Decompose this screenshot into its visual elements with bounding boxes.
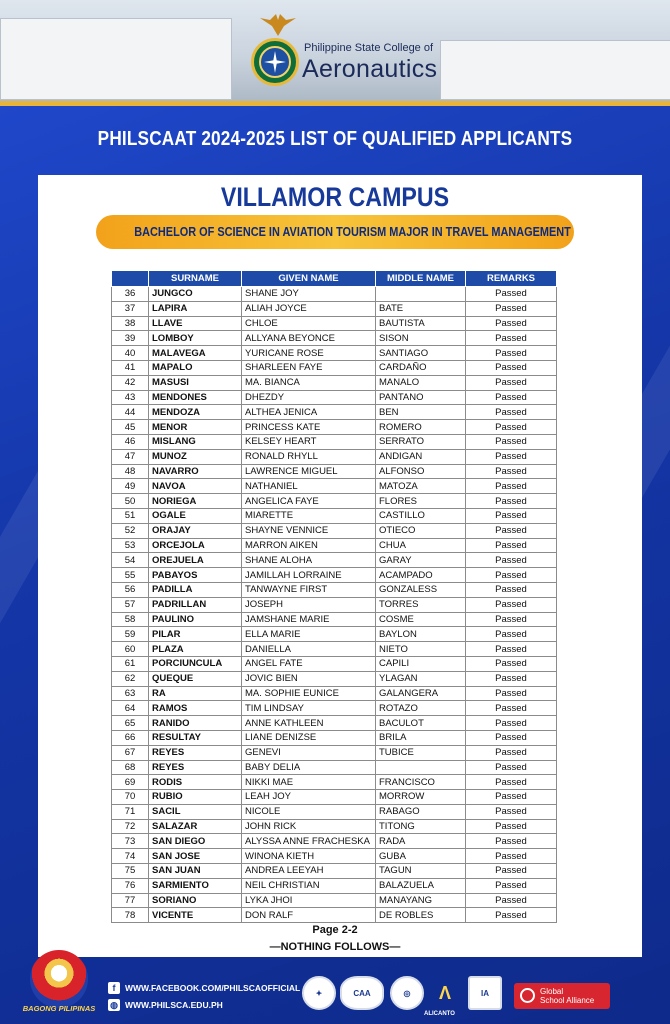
remarks-cell: Passed xyxy=(466,642,557,657)
row-number: 69 xyxy=(112,775,149,790)
middle-name-cell: ANDIGAN xyxy=(376,449,466,464)
surname-cell: RA xyxy=(149,686,242,701)
surname-cell: PADILLA xyxy=(149,582,242,597)
given-name-cell: DHEZDY xyxy=(242,390,376,405)
remarks-cell: Passed xyxy=(466,849,557,864)
row-number: 36 xyxy=(112,287,149,302)
middle-name-cell: BATE xyxy=(376,301,466,316)
facebook-link[interactable] xyxy=(108,982,300,994)
row-number: 55 xyxy=(112,568,149,583)
surname-cell: PAULINO xyxy=(149,612,242,627)
table-row xyxy=(112,508,557,523)
table-row xyxy=(112,434,557,449)
remarks-cell: Passed xyxy=(466,878,557,893)
given-name-cell: SHAYNE VENNICE xyxy=(242,523,376,538)
surname-cell: OGALE xyxy=(149,508,242,523)
remarks-cell: Passed xyxy=(466,582,557,597)
surname-cell: MISLANG xyxy=(149,434,242,449)
given-name-cell: LIANE DENIZSE xyxy=(242,730,376,745)
surname-cell: JUNGCO xyxy=(149,287,242,302)
given-name-cell: MA. SOPHIE EUNICE xyxy=(242,686,376,701)
given-name-cell: LYKA JHOI xyxy=(242,893,376,908)
college-seal xyxy=(251,38,299,86)
surname-cell: ORAJAY xyxy=(149,523,242,538)
middle-name-cell: ALFONSO xyxy=(376,464,466,479)
middle-name-cell: COSME xyxy=(376,612,466,627)
table-row xyxy=(112,375,557,390)
middle-name-cell: GALANGERA xyxy=(376,686,466,701)
remarks-cell: Passed xyxy=(466,508,557,523)
page-headline: PHILSCAAT 2024-2025 LIST OF QUALIFIED APPLICANTS xyxy=(97,128,573,150)
row-number: 38 xyxy=(112,316,149,331)
table-row xyxy=(112,849,557,864)
row-number: 45 xyxy=(112,420,149,435)
applicants-table xyxy=(111,270,557,923)
col-header-surname: SURNAME xyxy=(149,271,242,287)
surname-cell: MENDONES xyxy=(149,390,242,405)
given-name-cell: ANGEL FATE xyxy=(242,656,376,671)
remarks-cell: Passed xyxy=(466,656,557,671)
remarks-cell: Passed xyxy=(466,316,557,331)
middle-name-cell: MATOZA xyxy=(376,479,466,494)
given-name-cell: ALIAH JOYCE xyxy=(242,301,376,316)
table-row xyxy=(112,819,557,834)
remarks-cell: Passed xyxy=(466,597,557,612)
table-row xyxy=(112,597,557,612)
remarks-cell: Passed xyxy=(466,568,557,583)
given-name-cell: ANGELICA FAYE xyxy=(242,494,376,509)
surname-cell: MALAVEGA xyxy=(149,346,242,361)
middle-name-cell: ROTAZO xyxy=(376,701,466,716)
given-name-cell: MIARETTE xyxy=(242,508,376,523)
row-number: 52 xyxy=(112,523,149,538)
remarks-cell: Passed xyxy=(466,301,557,316)
remarks-cell: Passed xyxy=(466,730,557,745)
row-number: 65 xyxy=(112,716,149,731)
table-body xyxy=(112,287,557,923)
row-number: 75 xyxy=(112,864,149,879)
surname-cell: QUEQUE xyxy=(149,671,242,686)
website-url: WWW.PHILSCA.EDU.PH xyxy=(125,1000,223,1010)
row-number: 72 xyxy=(112,819,149,834)
remarks-cell: Passed xyxy=(466,908,557,923)
table-row xyxy=(112,864,557,879)
globe-ring-icon xyxy=(520,988,535,1003)
surname-cell: PABAYOS xyxy=(149,568,242,583)
table-row xyxy=(112,331,557,346)
row-number: 48 xyxy=(112,464,149,479)
middle-name-cell: TUBICE xyxy=(376,745,466,760)
table-row xyxy=(112,790,557,805)
table-row xyxy=(112,420,557,435)
surname-cell: LOMBOY xyxy=(149,331,242,346)
remarks-cell: Passed xyxy=(466,360,557,375)
row-number: 61 xyxy=(112,656,149,671)
surname-cell: PORCIUNCULA xyxy=(149,656,242,671)
surname-cell: SAN JOSE xyxy=(149,849,242,864)
col-header-middle-name: MIDDLE NAME xyxy=(376,271,466,287)
table-row xyxy=(112,760,557,775)
middle-name-cell: MANAYANG xyxy=(376,893,466,908)
table-row xyxy=(112,642,557,657)
ched-seal-icon: ◎ xyxy=(390,976,424,1010)
given-name-cell: BABY DELIA xyxy=(242,760,376,775)
middle-name-cell: GUBA xyxy=(376,849,466,864)
table-row xyxy=(112,390,557,405)
gsa-line-1: Global xyxy=(540,987,564,996)
middle-name-cell: CHUA xyxy=(376,538,466,553)
surname-cell: SAN JUAN xyxy=(149,864,242,879)
table-row xyxy=(112,834,557,849)
row-number: 59 xyxy=(112,627,149,642)
surname-cell: MAPALO xyxy=(149,360,242,375)
remarks-cell: Passed xyxy=(466,686,557,701)
facebook-url: WWW.FACEBOOK.COM/PHILSCAOFFICIAL xyxy=(125,983,301,993)
alicanto-label: ALICANTO xyxy=(424,1011,455,1017)
given-name-cell: PRINCESS KATE xyxy=(242,420,376,435)
remarks-cell: Passed xyxy=(466,804,557,819)
surname-cell: RESULTAY xyxy=(149,730,242,745)
building-left xyxy=(0,18,232,100)
given-name-cell: MARRON AIKEN xyxy=(242,538,376,553)
facebook-icon: f xyxy=(108,982,120,994)
surname-cell: SAN DIEGO xyxy=(149,834,242,849)
row-number: 51 xyxy=(112,508,149,523)
bagong-pilipinas-text: BAGONG PILIPINAS xyxy=(22,1004,96,1013)
surname-cell: RANIDO xyxy=(149,716,242,731)
middle-name-cell: GONZALESS xyxy=(376,582,466,597)
remarks-cell: Passed xyxy=(466,287,557,302)
middle-name-cell: FLORES xyxy=(376,494,466,509)
surname-cell: REYES xyxy=(149,760,242,775)
given-name-cell: YURICANE ROSE xyxy=(242,346,376,361)
given-name-cell: NIKKI MAE xyxy=(242,775,376,790)
surname-cell: VICENTE xyxy=(149,908,242,923)
row-number: 78 xyxy=(112,908,149,923)
surname-cell: LAPIRA xyxy=(149,301,242,316)
middle-name-cell: BACULOT xyxy=(376,716,466,731)
middle-name-cell: BAUTISTA xyxy=(376,316,466,331)
row-number: 68 xyxy=(112,760,149,775)
surname-cell: SALAZAR xyxy=(149,819,242,834)
given-name-cell: JAMSHANE MARIE xyxy=(242,612,376,627)
surname-cell: RUBIO xyxy=(149,790,242,805)
table-row xyxy=(112,686,557,701)
given-name-cell: ALTHEA JENICA xyxy=(242,405,376,420)
middle-name-cell: BEN xyxy=(376,405,466,420)
row-number: 76 xyxy=(112,878,149,893)
row-number: 43 xyxy=(112,390,149,405)
given-name-cell: RONALD RHYLL xyxy=(242,449,376,464)
middle-name-cell: BRILA xyxy=(376,730,466,745)
surname-cell: NAVOA xyxy=(149,479,242,494)
table-row xyxy=(112,316,557,331)
table-row xyxy=(112,701,557,716)
remarks-cell: Passed xyxy=(466,671,557,686)
middle-name-cell: TORRES xyxy=(376,597,466,612)
iso-badge-icon: IA xyxy=(468,976,502,1010)
given-name-cell: JAMILLAH LORRAINE xyxy=(242,568,376,583)
table-row xyxy=(112,360,557,375)
given-name-cell: JOSEPH xyxy=(242,597,376,612)
row-number: 53 xyxy=(112,538,149,553)
row-number: 49 xyxy=(112,479,149,494)
surname-cell: RAMOS xyxy=(149,701,242,716)
table-row xyxy=(112,405,557,420)
table-row xyxy=(112,449,557,464)
table-row xyxy=(112,612,557,627)
table-row xyxy=(112,908,557,923)
middle-name-cell: RABAGO xyxy=(376,804,466,819)
surname-cell: MASUSI xyxy=(149,375,242,390)
middle-name-cell: SERRATO xyxy=(376,434,466,449)
middle-name-cell: FRANCISCO xyxy=(376,775,466,790)
given-name-cell: NICOLE xyxy=(242,804,376,819)
given-name-cell: TIM LINDSAY xyxy=(242,701,376,716)
middle-name-cell xyxy=(376,760,466,775)
program-title: BACHELOR OF SCIENCE IN AVIATION TOURISM MAJOR IN TRAVEL MANAGEMENT xyxy=(134,224,571,239)
remarks-cell: Passed xyxy=(466,331,557,346)
middle-name-cell: ACAMPADO xyxy=(376,568,466,583)
remarks-cell: Passed xyxy=(466,553,557,568)
row-number: 67 xyxy=(112,745,149,760)
building-right xyxy=(440,40,670,100)
row-number: 58 xyxy=(112,612,149,627)
surname-cell: SORIANO xyxy=(149,893,242,908)
middle-name-cell xyxy=(376,287,466,302)
partner-seal-icon: ✦ xyxy=(302,976,336,1010)
remarks-cell: Passed xyxy=(466,612,557,627)
middle-name-cell: CASTILLO xyxy=(376,508,466,523)
alicanto-logo: Ʌ xyxy=(438,982,451,1003)
remarks-cell: Passed xyxy=(466,464,557,479)
given-name-cell: ANDREA LEEYAH xyxy=(242,864,376,879)
globe-icon: ◍ xyxy=(108,999,120,1011)
surname-cell: PLAZA xyxy=(149,642,242,657)
row-number: 37 xyxy=(112,301,149,316)
row-number: 71 xyxy=(112,804,149,819)
middle-name-cell: BAYLON xyxy=(376,627,466,642)
remarks-cell: Passed xyxy=(466,701,557,716)
middle-name-cell: RADA xyxy=(376,834,466,849)
table-row xyxy=(112,479,557,494)
surname-cell: MENOR xyxy=(149,420,242,435)
row-number: 74 xyxy=(112,849,149,864)
table-row xyxy=(112,464,557,479)
bagong-pilipinas-logo xyxy=(30,950,88,1008)
row-number: 70 xyxy=(112,790,149,805)
remarks-cell: Passed xyxy=(466,745,557,760)
given-name-cell: DANIELLA xyxy=(242,642,376,657)
given-name-cell: ALYSSA ANNE FRACHESKA xyxy=(242,834,376,849)
table-row xyxy=(112,627,557,642)
row-number: 50 xyxy=(112,494,149,509)
table-row xyxy=(112,568,557,583)
remarks-cell: Passed xyxy=(466,479,557,494)
gsa-line-2: School Alliance xyxy=(540,996,595,1005)
surname-cell: OREJUELA xyxy=(149,553,242,568)
caa-logo: CAA xyxy=(340,976,384,1010)
remarks-cell: Passed xyxy=(466,434,557,449)
given-name-cell: DON RALF xyxy=(242,908,376,923)
given-name-cell: SHANE JOY xyxy=(242,287,376,302)
remarks-cell: Passed xyxy=(466,864,557,879)
given-name-cell: CHLOE xyxy=(242,316,376,331)
table-row xyxy=(112,523,557,538)
surname-cell: ORCEJOLA xyxy=(149,538,242,553)
institution-name-big: Aeronautics xyxy=(302,55,438,83)
middle-name-cell: MANALO xyxy=(376,375,466,390)
middle-name-cell: TAGUN xyxy=(376,864,466,879)
global-school-alliance-badge xyxy=(514,983,610,1009)
middle-name-cell: TITONG xyxy=(376,819,466,834)
middle-name-cell: CARDAÑO xyxy=(376,360,466,375)
table-row xyxy=(112,553,557,568)
surname-cell: NAVARRO xyxy=(149,464,242,479)
remarks-cell: Passed xyxy=(466,760,557,775)
table-row xyxy=(112,494,557,509)
row-number: 60 xyxy=(112,642,149,657)
row-number: 42 xyxy=(112,375,149,390)
given-name-cell: ANNE KATHLEEN xyxy=(242,716,376,731)
campus-title: VILLAMOR CAMPUS xyxy=(220,182,450,212)
surname-cell: PILAR xyxy=(149,627,242,642)
given-name-cell: JOHN RICK xyxy=(242,819,376,834)
middle-name-cell: YLAGAN xyxy=(376,671,466,686)
given-name-cell: ALLYANA BEYONCE xyxy=(242,331,376,346)
website-link[interactable] xyxy=(108,999,223,1011)
remarks-cell: Passed xyxy=(466,790,557,805)
page-number: Page 2-2 xyxy=(312,924,358,936)
row-number: 56 xyxy=(112,582,149,597)
middle-name-cell: DE ROBLES xyxy=(376,908,466,923)
remarks-cell: Passed xyxy=(466,834,557,849)
given-name-cell: ELLA MARIE xyxy=(242,627,376,642)
surname-cell: SACIL xyxy=(149,804,242,819)
surname-cell: MENDOZA xyxy=(149,405,242,420)
row-number: 63 xyxy=(112,686,149,701)
row-number: 66 xyxy=(112,730,149,745)
remarks-cell: Passed xyxy=(466,449,557,464)
row-number: 39 xyxy=(112,331,149,346)
given-name-cell: LEAH JOY xyxy=(242,790,376,805)
row-number: 54 xyxy=(112,553,149,568)
given-name-cell: WINONA KIETH xyxy=(242,849,376,864)
row-number: 40 xyxy=(112,346,149,361)
surname-cell: MUNOZ xyxy=(149,449,242,464)
surname-cell: LLAVE xyxy=(149,316,242,331)
col-header-remarks: REMARKS xyxy=(466,271,557,287)
program-banner xyxy=(96,215,574,249)
remarks-cell: Passed xyxy=(466,390,557,405)
institution-name-small: Philippine State College of xyxy=(304,42,434,54)
row-number: 64 xyxy=(112,701,149,716)
remarks-cell: Passed xyxy=(466,893,557,908)
surname-cell: REYES xyxy=(149,745,242,760)
eagle-icon xyxy=(258,12,298,38)
middle-name-cell: CAPILI xyxy=(376,656,466,671)
surname-cell: NORIEGA xyxy=(149,494,242,509)
table-row xyxy=(112,538,557,553)
row-number: 44 xyxy=(112,405,149,420)
table-row xyxy=(112,775,557,790)
table-row xyxy=(112,893,557,908)
col-header-given-name: GIVEN NAME xyxy=(242,271,376,287)
given-name-cell: JOVIC BIEN xyxy=(242,671,376,686)
table-row xyxy=(112,716,557,731)
row-number: 77 xyxy=(112,893,149,908)
given-name-cell: LAWRENCE MIGUEL xyxy=(242,464,376,479)
given-name-cell: SHANE ALOHA xyxy=(242,553,376,568)
surname-cell: RODIS xyxy=(149,775,242,790)
table-row xyxy=(112,346,557,361)
middle-name-cell: ROMERO xyxy=(376,420,466,435)
row-number: 73 xyxy=(112,834,149,849)
table-row xyxy=(112,745,557,760)
table-row xyxy=(112,730,557,745)
given-name-cell: GENEVI xyxy=(242,745,376,760)
remarks-cell: Passed xyxy=(466,494,557,509)
middle-name-cell: SANTIAGO xyxy=(376,346,466,361)
given-name-cell: SHARLEEN FAYE xyxy=(242,360,376,375)
middle-name-cell: MORROW xyxy=(376,790,466,805)
middle-name-cell: GARAY xyxy=(376,553,466,568)
table-row xyxy=(112,878,557,893)
middle-name-cell: PANTANO xyxy=(376,390,466,405)
remarks-cell: Passed xyxy=(466,775,557,790)
given-name-cell: NEIL CHRISTIAN xyxy=(242,878,376,893)
remarks-cell: Passed xyxy=(466,627,557,642)
table-header-row xyxy=(112,271,557,287)
table-row xyxy=(112,582,557,597)
middle-name-cell: SISON xyxy=(376,331,466,346)
row-number: 41 xyxy=(112,360,149,375)
remarks-cell: Passed xyxy=(466,538,557,553)
remarks-cell: Passed xyxy=(466,523,557,538)
remarks-cell: Passed xyxy=(466,716,557,731)
row-number: 57 xyxy=(112,597,149,612)
surname-cell: PADRILLAN xyxy=(149,597,242,612)
nothing-follows-note: —NOTHING FOLLOWS— xyxy=(269,941,401,953)
middle-name-cell: BALAZUELA xyxy=(376,878,466,893)
table-row xyxy=(112,287,557,302)
remarks-cell: Passed xyxy=(466,375,557,390)
middle-name-cell: NIETO xyxy=(376,642,466,657)
given-name-cell: NATHANIEL xyxy=(242,479,376,494)
middle-name-cell: OTIECO xyxy=(376,523,466,538)
row-number: 46 xyxy=(112,434,149,449)
surname-cell: SARMIENTO xyxy=(149,878,242,893)
remarks-cell: Passed xyxy=(466,405,557,420)
remarks-cell: Passed xyxy=(466,420,557,435)
table-row xyxy=(112,671,557,686)
col-header-number xyxy=(112,271,149,287)
row-number: 47 xyxy=(112,449,149,464)
row-number: 62 xyxy=(112,671,149,686)
remarks-cell: Passed xyxy=(466,819,557,834)
given-name-cell: TANWAYNE FIRST xyxy=(242,582,376,597)
given-name-cell: MA. BIANCA xyxy=(242,375,376,390)
table-row xyxy=(112,301,557,316)
remarks-cell: Passed xyxy=(466,346,557,361)
table-row xyxy=(112,656,557,671)
given-name-cell: KELSEY HEART xyxy=(242,434,376,449)
table-row xyxy=(112,804,557,819)
